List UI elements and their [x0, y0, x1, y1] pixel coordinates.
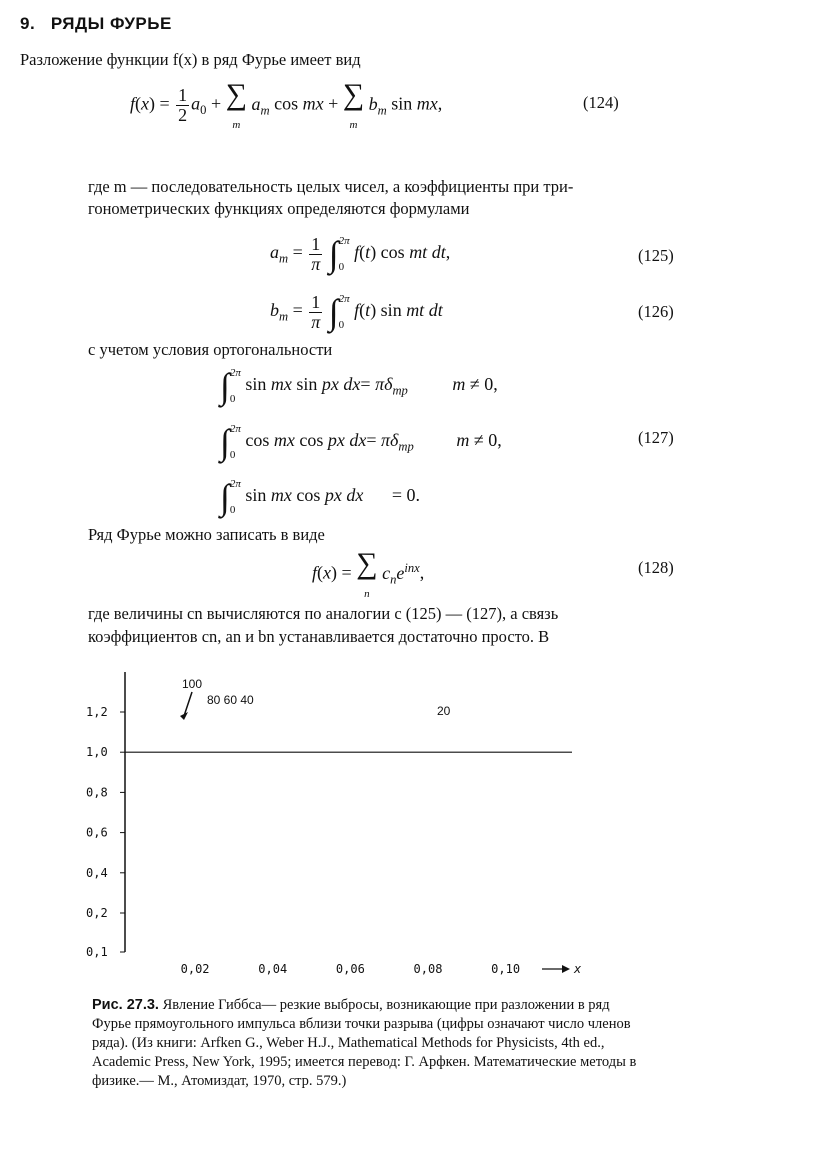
x-axis-arrow-head-icon: [562, 965, 570, 973]
paragraph-line: где величины cn вычисляются по аналогии с (125) — (127), а связь: [88, 604, 559, 623]
paragraph-line: с учетом условия ортогональности: [88, 340, 333, 359]
x-tick-label: 0,06: [335, 962, 365, 976]
caption-label: Рис. 27.3.: [92, 997, 159, 1013]
section-heading: [20, 14, 172, 34]
x-tick-label: 0,08: [413, 962, 443, 976]
equation-128: f(x) = ∑ n $c_ne^{inx}$,: [312, 547, 425, 600]
x-axis-label: x: [574, 962, 582, 976]
paragraph-line: где m — последовательность целых чисел, а коэффициенты при три-: [88, 177, 574, 196]
annotation-arrow: [184, 692, 192, 716]
caption-text: Явление Гиббса— резкие выбросы, возникающие при разложении в ряд Фурье прямоугольного импульса вблизи точки разрыва (цифры означают число членов ряда). (Из книги: Arfken G., Weber H.J., Mathematical Methods for Physicists, 4th ed., Academic Press, New York, 1995; имеется перевод: Г. Арфкен. Математические методы в физике.— М., Атомиздат, 1970, стр. 579.): [92, 997, 637, 1089]
annotation-100: 100: [182, 677, 203, 691]
section-title: РЯДЫ ФУРЬЕ: [50, 14, 172, 33]
y-tick-label: 1,2: [86, 705, 108, 719]
section-number: 9.: [20, 14, 36, 33]
equation-127-line-2: ∫2π 0 cos mx cos px $dx= \pi\delta_{mp}$ m ≠ 0,: [220, 422, 502, 462]
gibbs-chart: [80, 668, 600, 988]
paragraph-line: Ряд Фурье можно записать в виде: [88, 525, 325, 544]
y-tick-label: 1,0: [86, 745, 108, 760]
y-tick-label: 0,4: [86, 865, 108, 880]
equation-number-127: (127): [638, 428, 674, 447]
equation-127-line-3: ∫2π 0 sin mx cos px dx = 0.: [220, 477, 421, 517]
x-tick-label: 0,02: [180, 962, 210, 976]
annotation-20: 20: [437, 704, 451, 718]
intro-paragraph: Разложение функции f(x) в ряд Фурье имеет вид: [20, 50, 361, 69]
annotation-80-60-40: 80 60 40: [207, 693, 254, 707]
y-tick-label: 0,1: [86, 945, 108, 959]
y-tick-label: 0,2: [86, 906, 108, 920]
x-tick-label: 0,04: [258, 962, 288, 976]
y-tick-label: 0,6: [86, 825, 108, 840]
paragraph-line: гонометрических функциях определяются формулами: [88, 199, 470, 218]
paragraph-line: коэффициентов cn, an и bn устанавливается достаточно просто. В: [88, 627, 550, 646]
equation-125: $a_m$ = $\frac{1}{\pi}$ ∫2π 0 f(t) cos mt dt,: [270, 233, 451, 274]
figure-caption: [92, 996, 652, 1091]
arrow-head-icon: [180, 712, 188, 720]
equation-number-125: (125): [638, 246, 674, 265]
equation-number-126: (126): [638, 302, 674, 321]
x-tick-label: 0,10: [491, 962, 521, 976]
y-tick-label: 0,8: [86, 785, 108, 800]
equation-127-line-1: ∫2π 0 sin mx sin px $dx= \pi\delta_{mp}$ m ≠ 0,: [220, 366, 498, 406]
equation-number-124: (124): [583, 93, 619, 112]
equation-124: f(x) = $\frac{1}{2}$ $a_0$ + ∑ m $a_m$ cos mx + ∑ m $b_m$ sin mx,: [130, 78, 443, 131]
equation-126: $b_m$ = $\frac{1}{\pi}$ ∫2π 0 f(t) sin mt dt: [270, 291, 443, 332]
equation-number-128: (128): [638, 558, 674, 577]
